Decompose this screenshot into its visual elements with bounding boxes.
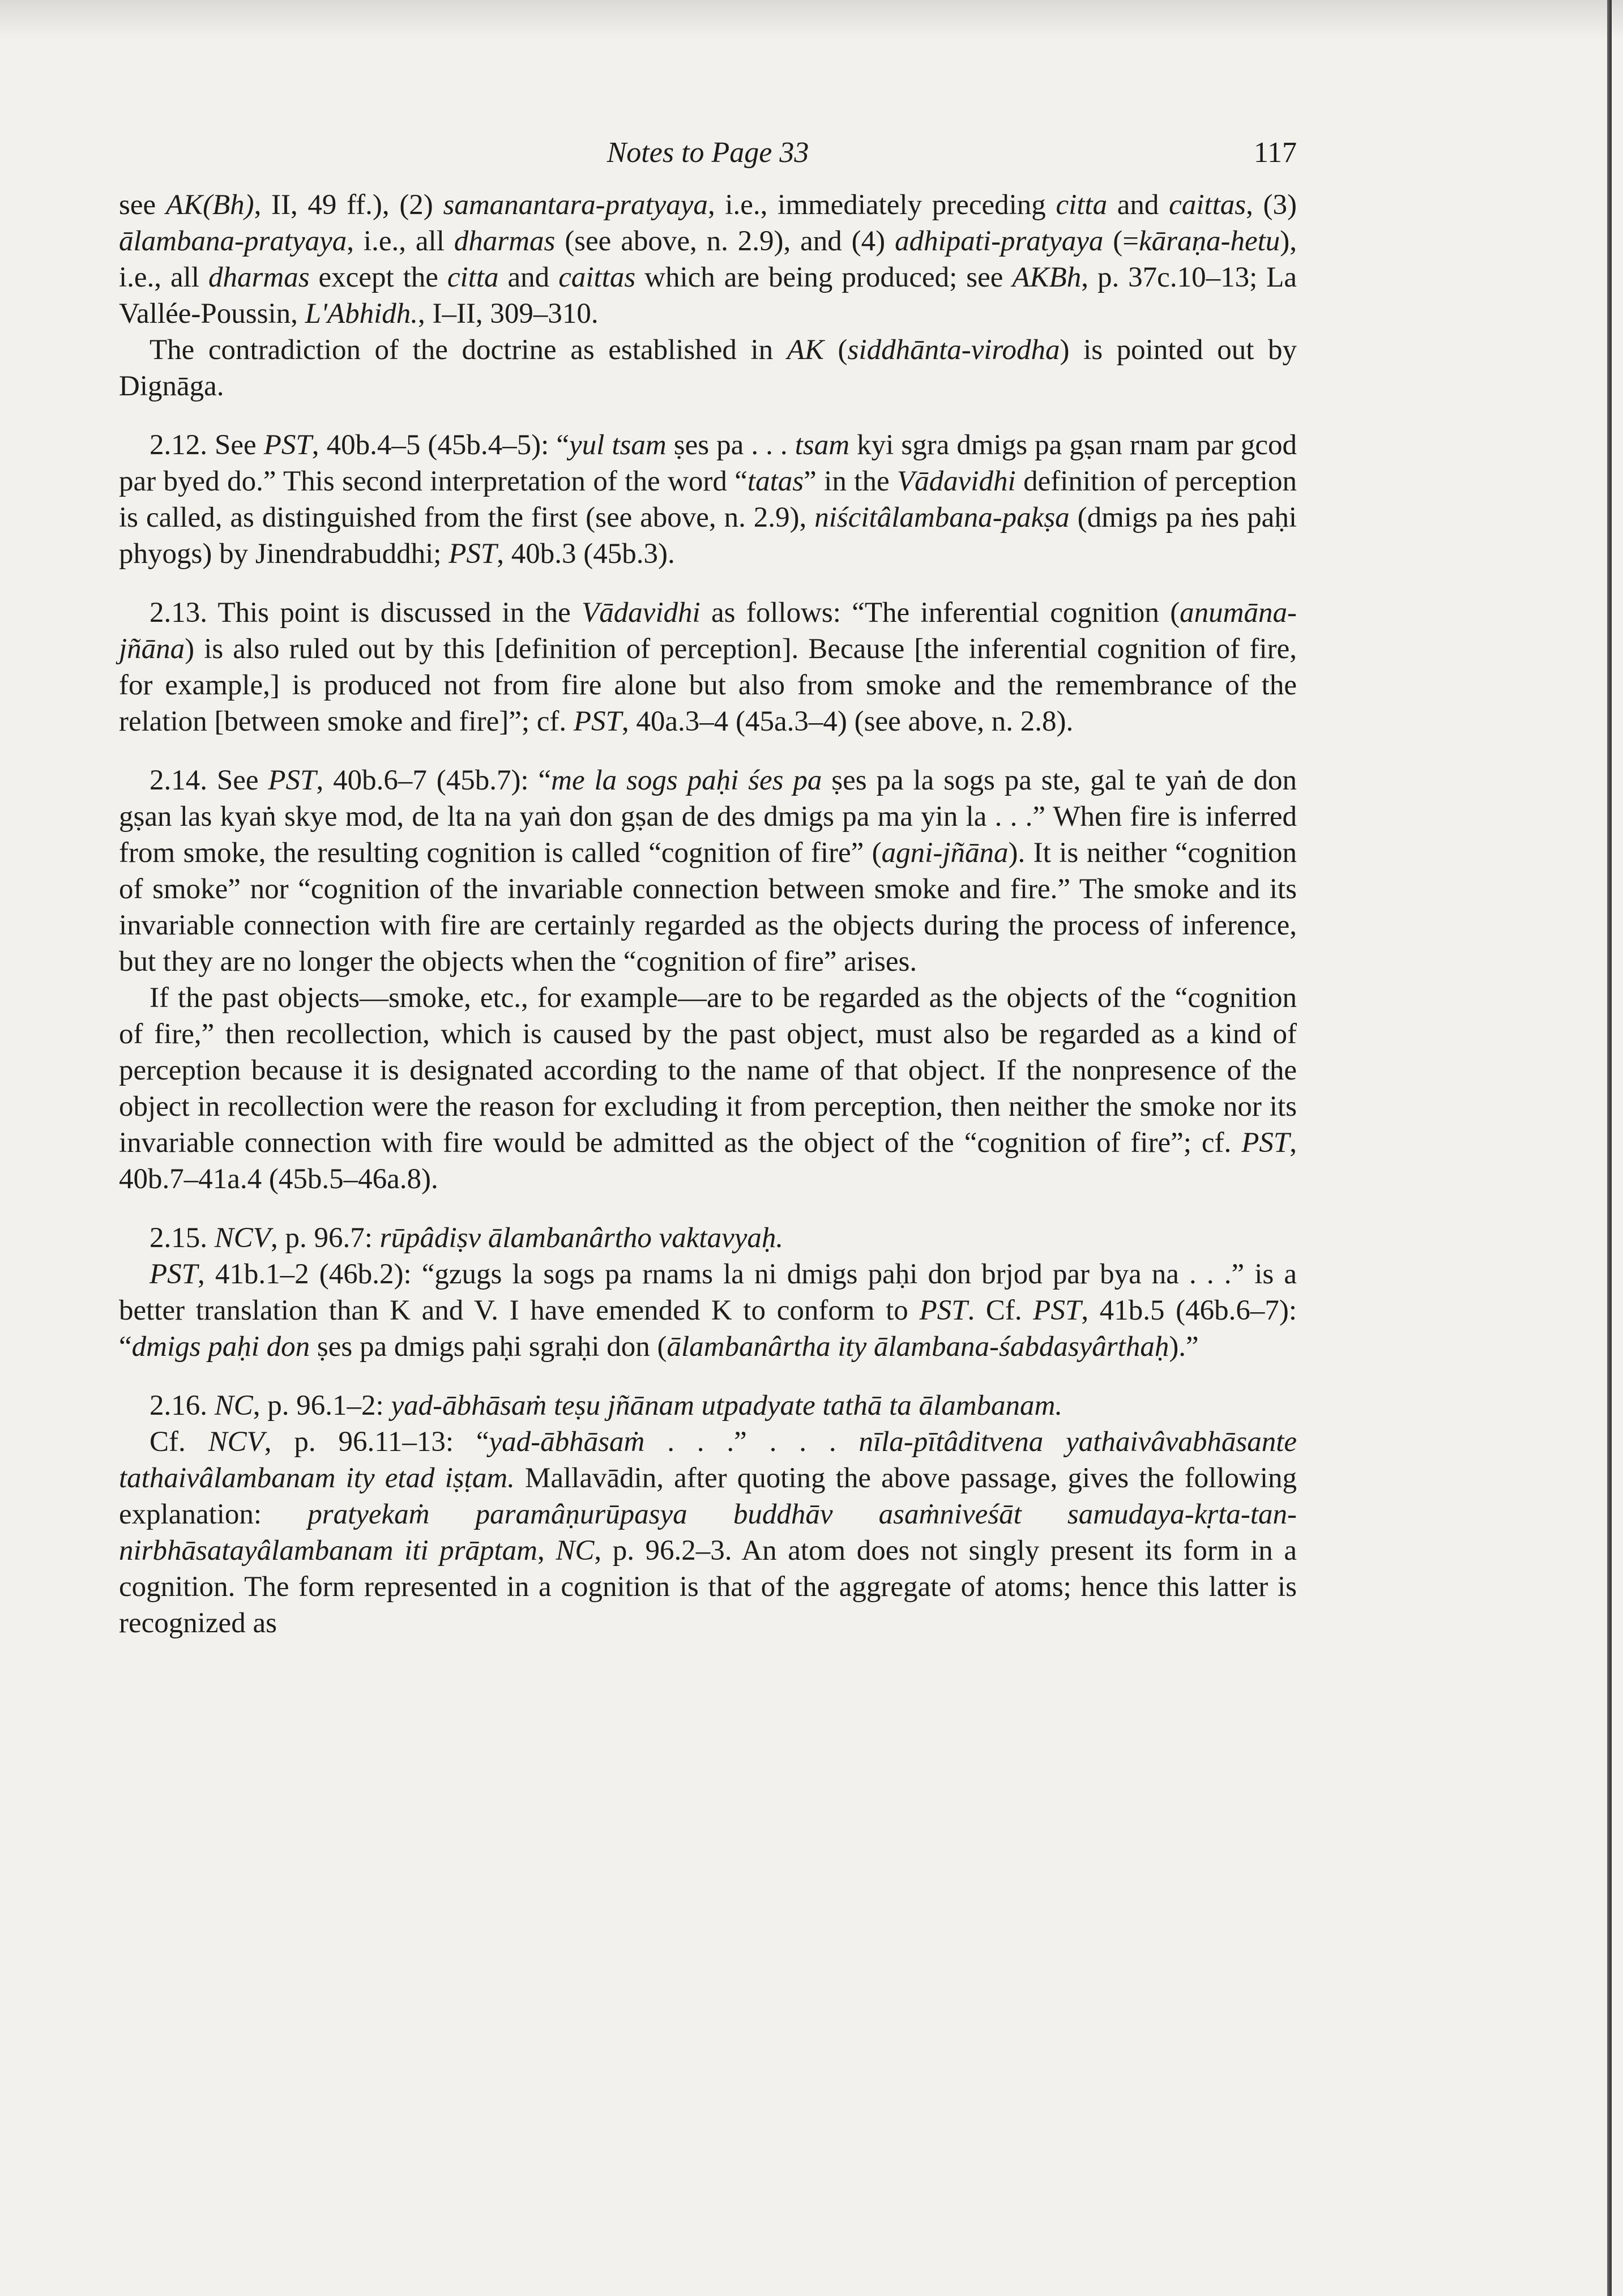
italic-text: dmigs paḥi don xyxy=(131,1331,310,1363)
page-scan-shading xyxy=(0,0,1623,40)
text-run: , p. 96.2–3. An atom does not singly present its form in a cognition. The form represented in a cognition is that of the aggregate of atoms; hence this latter is recognized as xyxy=(119,1535,1297,1639)
italic-text: yad-ābhāsaṁ xyxy=(489,1426,645,1458)
italic-text: tatas xyxy=(747,466,804,497)
text-run: Cf. xyxy=(150,1426,208,1458)
italic-text: dharmas xyxy=(454,225,556,257)
note-paragraph xyxy=(119,1220,1297,1256)
text-run: kyi sgra dmigs pa gṣan rnam par gcod par byed do.” This second interpretation of the word “ xyxy=(119,429,1297,497)
italic-text: niścitâlambana-pakṣa xyxy=(814,502,1070,534)
italic-text: AK xyxy=(787,334,824,366)
text-run: ) is also ruled out by this [definition of perception]. Because [the inferential cognition of fire, for example,] is produced not from fire alone but also from smoke and the remembrance of the relation [between smoke and fire]”; cf. xyxy=(119,633,1297,737)
italic-text: L'Abhidh. xyxy=(305,298,418,330)
text-run: Mallavādin, after quoting the above passage, gives the following explanation: xyxy=(119,1462,1297,1530)
note-paragraph xyxy=(119,1256,1297,1365)
italic-text: caittas xyxy=(1169,189,1246,221)
italic-text: yad-ābhāsaṁ teṣu jñānam utpadyate tathā ta ālambanam. xyxy=(391,1390,1063,1422)
page-number: 117 xyxy=(1253,136,1297,169)
note-paragraph xyxy=(119,427,1297,572)
italic-text: samanantara-pratyaya xyxy=(443,189,708,221)
text-run: ), i.e., all xyxy=(119,225,1297,293)
italic-text: nīla-pītâditvena yathaivâvabhāsante tathaivâlambanam ity etad iṣṭam. xyxy=(119,1426,1297,1494)
note-paragraph xyxy=(119,980,1297,1197)
italic-text: me la sogs paḥi śes pa xyxy=(551,765,822,796)
italic-text: citta xyxy=(1056,189,1108,221)
note-paragraph xyxy=(119,1424,1297,1641)
text-run: ṣes pa la sogs pa ste, gal te yaṅ de don gṣan las kyaṅ skye mod, de lta na yaṅ don gṣan de des dmigs pa ma yin la . . .” When fire is inferred from smoke, the resulting cognition is called “cognition of fire” ( xyxy=(119,765,1297,869)
text-run: , 41b.5 (46b.6–7): “ xyxy=(119,1295,1297,1363)
italic-text: AK(Bh) xyxy=(165,189,254,221)
italic-text: ālambana-pratyaya xyxy=(119,225,347,257)
italic-text: anumāna-jñāna xyxy=(119,597,1297,665)
text-run: 2.16. xyxy=(150,1390,215,1422)
italic-text: NCV xyxy=(214,1222,271,1254)
text-run: 2.12. See xyxy=(150,429,264,461)
text-run: , 41b.1–2 (46b.2): “gzugs la sogs pa rnams la ni dmigs paḥi don brjod par bya na . . .” is a better translation than K and V. I have emended K to conform to xyxy=(119,1258,1297,1326)
text-run: which are being produced; see xyxy=(635,262,1013,293)
text-run: and xyxy=(1107,189,1169,221)
running-head xyxy=(119,136,1297,187)
italic-text: rūpâdiṣv ālambanârtho vaktavyaḥ. xyxy=(379,1222,784,1254)
text-run: and xyxy=(498,262,559,293)
text-run: , I–II, 309–310. xyxy=(417,298,599,330)
page-content xyxy=(119,136,1297,1641)
text-run: 2.14. See xyxy=(150,765,268,796)
text-run: ).” xyxy=(1169,1331,1199,1363)
text-run: ( xyxy=(823,334,848,366)
italic-text: yul tsam xyxy=(569,429,667,461)
text-run: ) is pointed out by Dignāga. xyxy=(119,334,1297,402)
text-run: , p. 96.1–2: xyxy=(253,1390,391,1422)
text-run: , i.e., all xyxy=(347,225,454,257)
italic-text: PST xyxy=(263,429,312,461)
italic-text: siddhānta-virodha xyxy=(847,334,1060,366)
note-paragraph xyxy=(119,762,1297,980)
text-run: . . .” . . . xyxy=(644,1426,859,1458)
text-run: The contradiction of the doctrine as established in xyxy=(150,334,787,366)
italic-text: agni-jñāna xyxy=(881,837,1009,869)
note-paragraph xyxy=(119,1388,1297,1424)
text-run: , 40a.3–4 (45a.3–4) (see above, n. 2.8). xyxy=(621,706,1074,737)
italic-text: PST xyxy=(268,765,317,796)
italic-text: dharmas xyxy=(208,262,310,293)
italic-text: PST xyxy=(919,1295,968,1326)
text-run: ” in the xyxy=(804,466,898,497)
book-spine-edge xyxy=(1607,0,1612,2296)
italic-text: pratyekaṁ paramâṇurūpasya buddhāv asaṁniveśāt samudaya-kṛta-tan-nirbhāsatayâlambanam iti prāptam xyxy=(119,1499,1297,1567)
italic-text: kāraṇa-hetu xyxy=(1139,225,1280,257)
note-paragraph xyxy=(119,332,1297,404)
text-run: ). It is neither “cognition of smoke” nor “cognition of the invariable connection between smoke and fire.” The smoke and its invariable connection with fire are certainly regarded as the objects during the process of inference, but they are no longer the objects when the “cognition of fire” arises. xyxy=(119,837,1297,978)
note-paragraph xyxy=(119,595,1297,740)
italic-text: NC xyxy=(214,1390,253,1422)
italic-text: citta xyxy=(447,262,499,293)
italic-text: PST xyxy=(150,1258,198,1290)
text-run: ṣes pa dmigs paḥi sgraḥi don ( xyxy=(310,1331,667,1363)
text-run: , 40b.7–41a.4 (45b.5–46a.8). xyxy=(119,1127,1297,1195)
text-run: except the xyxy=(309,262,447,293)
text-run: , p. 37c.10–13; La Vallée-Poussin, xyxy=(119,262,1297,330)
text-run: as follows: “The inferential cognition ( xyxy=(700,597,1180,629)
text-run: , 40b.3 (45b.3). xyxy=(497,538,675,570)
text-run: If the past objects—smoke, etc., for example—are to be regarded as the objects of the “cognition of fire,” then recollection, which is caused by the past object, must also be regarded as a kind of perception because it is designated according to the name of that object. If the nonpresence of the object in recollection were the reason for excluding it from perception, then neither the smoke nor its invariable connection with fire would be admitted as the object of the “cognition of fire”; cf. xyxy=(119,982,1297,1159)
text-run: see xyxy=(119,189,166,221)
text-run: (see above, n. 2.9), and (4) xyxy=(555,225,895,257)
italic-text: PST xyxy=(449,538,497,570)
text-run: , i.e., immediately preceding xyxy=(707,189,1056,221)
text-run: . Cf. xyxy=(967,1295,1033,1326)
italic-text: tsam xyxy=(795,429,850,461)
text-run: , (3) xyxy=(1246,189,1297,221)
text-run: , p. 96.7: xyxy=(270,1222,380,1254)
text-run: 2.13. This point is discussed in the xyxy=(150,597,582,629)
text-run: , II, 49 ff.), (2) xyxy=(254,189,443,221)
italic-text: ālambanârtha ity ālambana-śabdasyârthaḥ xyxy=(667,1331,1169,1363)
italic-text: PST xyxy=(1033,1295,1082,1326)
italic-text: PST xyxy=(573,706,622,737)
text-run: (dmigs pa ṅes paḥi phyogs) by Jinendrabuddhi; xyxy=(119,502,1297,570)
text-run: , 40b.6–7 (45b.7): “ xyxy=(316,765,552,796)
italic-text: Vādavidhi xyxy=(582,597,701,629)
italic-text: Vādavidhi xyxy=(897,466,1016,497)
italic-text: caittas xyxy=(558,262,636,293)
italic-text: AKBh xyxy=(1012,262,1082,293)
text-run: , xyxy=(537,1535,556,1567)
text-run: 2.15. xyxy=(150,1222,215,1254)
italic-text: adhipati-pratyaya xyxy=(895,225,1104,257)
italic-text: NCV xyxy=(208,1426,264,1458)
running-title: Notes to Page 33 xyxy=(607,136,809,169)
text-run: , p. 96.11–13: “ xyxy=(264,1426,489,1458)
text-run: , 40b.4–5 (45b.4–5): “ xyxy=(311,429,569,461)
notes-body xyxy=(119,187,1297,1641)
text-run: definition of perception is called, as distinguished from the first (see above, n. 2.9), xyxy=(119,466,1297,534)
text-run: ṣes pa . . . xyxy=(666,429,795,461)
note-paragraph xyxy=(119,187,1297,332)
italic-text: PST xyxy=(1241,1127,1290,1159)
italic-text: NC xyxy=(556,1535,595,1567)
text-run: (= xyxy=(1103,225,1139,257)
